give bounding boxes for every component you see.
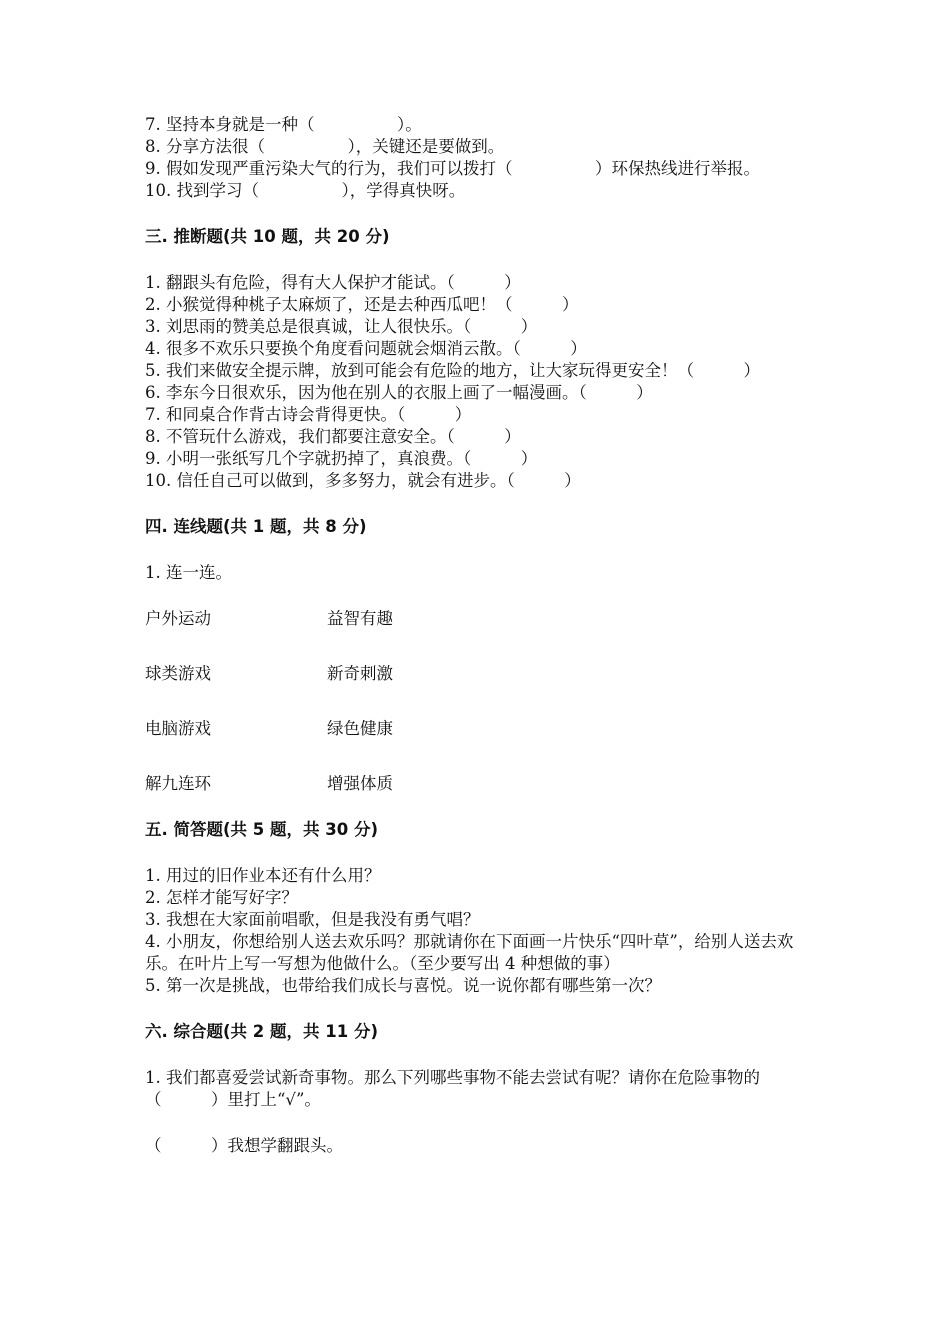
comprehensive-option[interactable]: （ ）我想学翻跟头。 bbox=[145, 1136, 343, 1155]
fill-blank-item-8: 8. 分享方法很（ ），关键还是要做到。 bbox=[145, 137, 505, 156]
matching-left-item[interactable]: 解九连环 bbox=[145, 774, 211, 793]
matching-right-item[interactable]: 增强体质 bbox=[327, 774, 393, 793]
matching-left-item[interactable]: 电脑游戏 bbox=[145, 719, 211, 738]
matching-row bbox=[145, 663, 810, 685]
document-page bbox=[145, 114, 810, 1157]
fill-blank-tail bbox=[145, 114, 810, 202]
judge-item-4: 4. 很多不欢乐只要换个角度看问题就会烟消云散。（ ） bbox=[145, 339, 587, 358]
section6-heading: 六. 综合题(共 2 题，共 11 分) bbox=[145, 1022, 379, 1041]
judge-item-8: 8. 不管玩什么游戏，我们都要注意安全。（ ） bbox=[145, 427, 521, 446]
short-answer-item-1: 1. 用过的旧作业本还有什么用？ bbox=[145, 866, 381, 885]
short-answer-item-2: 2. 怎样才能写好字？ bbox=[145, 888, 298, 907]
judge-item-2: 2. 小猴觉得种桃子太麻烦了，还是去种西瓜吧！（ ） bbox=[145, 295, 579, 314]
short-answer-item-4: 4. 小朋友，你想给别人送去欢乐吗？那就请你在下面画一片快乐“四叶草”，给别人送去欢乐。在叶片上写一写想为他做什么。（至少要写出 4 种想做的事） bbox=[145, 932, 794, 973]
short-answer-item-3: 3. 我想在大家面前唱歌，但是我没有勇气唱？ bbox=[145, 910, 480, 929]
section3-list bbox=[145, 272, 810, 492]
section4-heading: 四. 连线题(共 1 题，共 8 分) bbox=[145, 517, 367, 536]
matching-row bbox=[145, 773, 810, 795]
matching-left-item[interactable]: 球类游戏 bbox=[145, 664, 211, 683]
matching-left-item[interactable]: 户外运动 bbox=[145, 609, 211, 628]
section3-heading: 三. 推断题(共 10 题，共 20 分) bbox=[145, 227, 390, 246]
matching-right-item[interactable]: 益智有趣 bbox=[327, 609, 393, 628]
matching-question: 1. 连一连。 bbox=[145, 563, 232, 582]
section5-list bbox=[145, 865, 810, 997]
judge-item-9: 9. 小明一张纸写几个字就扔掉了，真浪费。（ ） bbox=[145, 449, 538, 468]
fill-blank-item-7: 7. 坚持本身就是一种（ ）。 bbox=[145, 115, 422, 134]
section5-heading: 五. 简答题(共 5 题，共 30 分) bbox=[145, 820, 379, 839]
judge-item-7: 7. 和同桌合作背古诗会背得更快。（ ） bbox=[145, 405, 472, 424]
judge-item-3: 3. 刘思雨的赞美总是很真诚，让人很快乐。（ ） bbox=[145, 317, 538, 336]
judge-item-1: 1. 翻跟头有危险，得有大人保护才能试。（ ） bbox=[145, 273, 521, 292]
fill-blank-item-9: 9. 假如发现严重污染大气的行为，我们可以拨打（ ）环保热线进行举报。 bbox=[145, 159, 760, 178]
judge-item-10: 10. 信任自己可以做到，多多努力，就会有进步。（ ） bbox=[145, 471, 581, 490]
judge-item-6: 6. 李东今日很欢乐，因为他在别人的衣服上画了一幅漫画。（ ） bbox=[145, 383, 653, 402]
fill-blank-item-10: 10. 找到学习（ ），学得真快呀。 bbox=[145, 181, 466, 200]
matching-table bbox=[145, 608, 810, 795]
matching-right-item[interactable]: 新奇刺激 bbox=[327, 664, 393, 683]
matching-right-item[interactable]: 绿色健康 bbox=[327, 719, 393, 738]
matching-row bbox=[145, 608, 810, 630]
matching-row bbox=[145, 718, 810, 740]
comprehensive-question: 1. 我们都喜爱尝试新奇事物。那么下列哪些事物不能去尝试有呢？请你在危险事物的（ ）里打上“√”。 bbox=[145, 1068, 760, 1109]
short-answer-item-5: 5. 第一次是挑战，也带给我们成长与喜悦。说一说你都有哪些第一次？ bbox=[145, 976, 661, 995]
judge-item-5: 5. 我们来做安全提示牌，放到可能会有危险的地方，让大家玩得更安全！（ ） bbox=[145, 361, 760, 380]
